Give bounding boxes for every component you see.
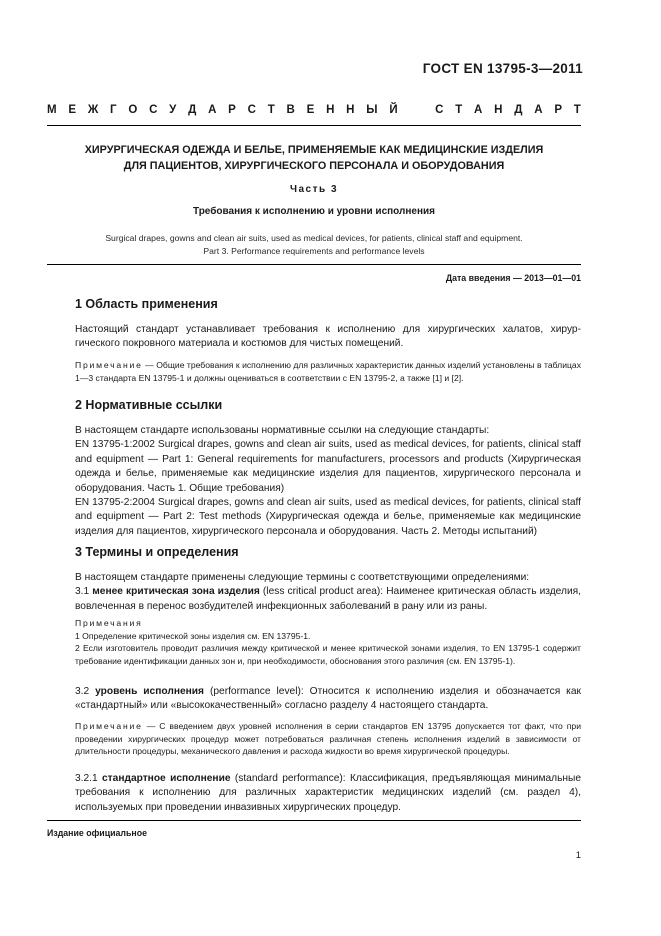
banner-letter: А: [208, 104, 217, 116]
banner-letter: С: [247, 104, 256, 116]
banner-letter: Н: [346, 104, 355, 116]
term-3-2-1-block: [75, 772, 581, 815]
term-3-2-block: [75, 685, 581, 714]
term-3-2-note: Примечание — С введением двух уровней исполнения в серии стандартов EN 13795 допускается тот факт, что при проведении хирургических процедур может потребоваться различная степень исполнения изделий в зависимости от длительности процедуры, механического давления и расхода жидкости во время хирургической процедуры.: [75, 721, 581, 756]
section-3-heading: 3 Термины и определения: [75, 545, 239, 559]
english-title-line-2: Part 3. Performance requirements and performance levels: [203, 246, 425, 256]
part-label: Часть 3: [289, 184, 339, 195]
banner-letter: В: [286, 104, 295, 116]
banner-letter: С: [435, 104, 444, 116]
term-3-1: 3.1 менее критическая зона изделия (less critical product area): Наименее критическая область изделия, вовлеченная в перенос возбудителей инфекционных заболеваний в рану или из раны.: [75, 586, 581, 612]
notes-label: Примечания: [75, 618, 143, 628]
banner-letter: Д: [188, 104, 197, 116]
note-label: Примечание: [75, 360, 143, 370]
section-3-para-1: В настоящем стандарте применены следующие термины с соответствующими определениями:: [75, 572, 530, 583]
banner-letter: Р: [554, 104, 562, 116]
section-3-notes: [75, 617, 581, 667]
section-2-heading: 2 Нормативные ссылки: [75, 398, 223, 412]
banner-letter: Д: [514, 104, 523, 116]
section-3-body: [75, 571, 581, 614]
term-3-2: 3.2 уровень исполнения (performance level): Относится к исполнению изделия и обозначается как «стандартный» или «высококачественный» согласно разделу 4 настоящего стандарта.: [75, 686, 581, 712]
divider-middle: [47, 264, 581, 265]
term-3-2-1: 3.2.1 стандартное исполнение (standard performance): Классификация, предъявляющая минимальные требования к исполнению для различных характеристик медицинских изделий (см. раздел 4), используемых при проведении инвазивных хирургических процедур.: [75, 773, 581, 813]
section-2-para-1: В настоящем стандарте использованы нормативные ссылки на следующие стандарты:: [75, 425, 490, 436]
section-2-para-3: EN 13795-2:2004 Surgical drapes, gowns and clean air suits, used as medical devices, for patients, clinical staff and equipment — Part 2: Test methods (Хирургическая одежда и белье, применяемые как медицинские изделия для пациентов, хирургического персонала и оборудования. Часть 2. Методы испытаний): [75, 497, 581, 537]
page-number: 1: [575, 850, 581, 861]
section-1-paragraph: Настоящий стандарт устанавливает требования к исполнению для хирургических халатов, хирургического покровного материала и костюмов для чистых помещений.: [75, 324, 581, 350]
banner-letter: О: [128, 104, 138, 116]
banner-letter: Т: [573, 104, 581, 116]
section-2-body: [75, 424, 581, 539]
section-2-para-2: EN 13795-1:2002 Surgical drapes, gowns and clean air suits, used as medical devices, for patients, clinical staff and equipment — Part 1: General requirements for manufacturers, processors and products (Хирургическая одежда и белье, применяемые как медицинские изделия для пациентов, хирургического персонала и оборудования. Часть 1. Общие требования): [75, 439, 581, 494]
note-text: — Общие требования к исполнению для различных характеристик данных изделий установлены в таблицах 1—3 стандарта EN 13795-1 и должны оцениваться в соответствии с EN 13795-2, а также [1] и [2].: [75, 360, 581, 383]
banner-letter: Р: [228, 104, 236, 116]
banner-letter: С: [149, 104, 158, 116]
banner-letter: Й: [389, 104, 398, 116]
note-1: 1 Определение критической зоны изделия см. EN 13795-1.: [75, 630, 311, 641]
banner-letter: Т: [455, 104, 463, 116]
section-1-note: [75, 359, 581, 384]
banner-letter: А: [474, 104, 483, 116]
title-line-1: ХИРУРГИЧЕСКАЯ ОДЕЖДА И БЕЛЬЕ, ПРИМЕНЯЕМЫЕ КАК МЕДИЦИНСКИЕ ИЗДЕЛИЯ: [84, 144, 544, 156]
introduction-date: Дата введения — 2013—01—01: [445, 273, 581, 283]
standard-number: ГОСТ EN 13795-3—2011: [422, 61, 583, 76]
section-1-heading: 1 Область применения: [75, 297, 218, 311]
banner-letter: М: [47, 104, 57, 116]
divider-footer: [47, 820, 581, 821]
banner-letter: У: [169, 104, 177, 116]
banner-letter: Н: [494, 104, 503, 116]
banner-letter: Г: [110, 104, 117, 116]
document-subtitle: Требования к исполнению и уровни исполнения: [192, 206, 436, 217]
banner-letter: Е: [68, 104, 77, 116]
banner-letter: Н: [326, 104, 335, 116]
english-title-line-1: Surgical drapes, gowns and clean air suits, used as medical devices, for patients, clinical staff and equipment.: [105, 233, 523, 243]
official-edition-label: Издание официальное: [47, 828, 147, 838]
title-line-2: ДЛЯ ПАЦИЕНТОВ, ХИРУРГИЧЕСКОГО ПЕРСОНАЛА И ОБОРУДОВАНИЯ: [123, 160, 505, 172]
banner-letter: Т: [267, 104, 275, 116]
banner-letter: [409, 104, 423, 116]
banner-letter: А: [534, 104, 543, 116]
divider-top: [47, 125, 581, 126]
banner-letter: Ы: [366, 104, 378, 116]
banner-letter: Ж: [87, 104, 99, 116]
document-title: [47, 142, 581, 174]
banner-letter: Е: [306, 104, 315, 116]
english-title: [47, 232, 581, 258]
note-2: 2 Если изготовитель проводит различия между критической и менее критической зонами изделия, то EN 13795-1 содержит требование идентификации данных зон и, при необходимости, обоснования этого различия (см. EN 13795-1).: [75, 643, 581, 666]
interstate-standard-banner: [47, 104, 581, 116]
